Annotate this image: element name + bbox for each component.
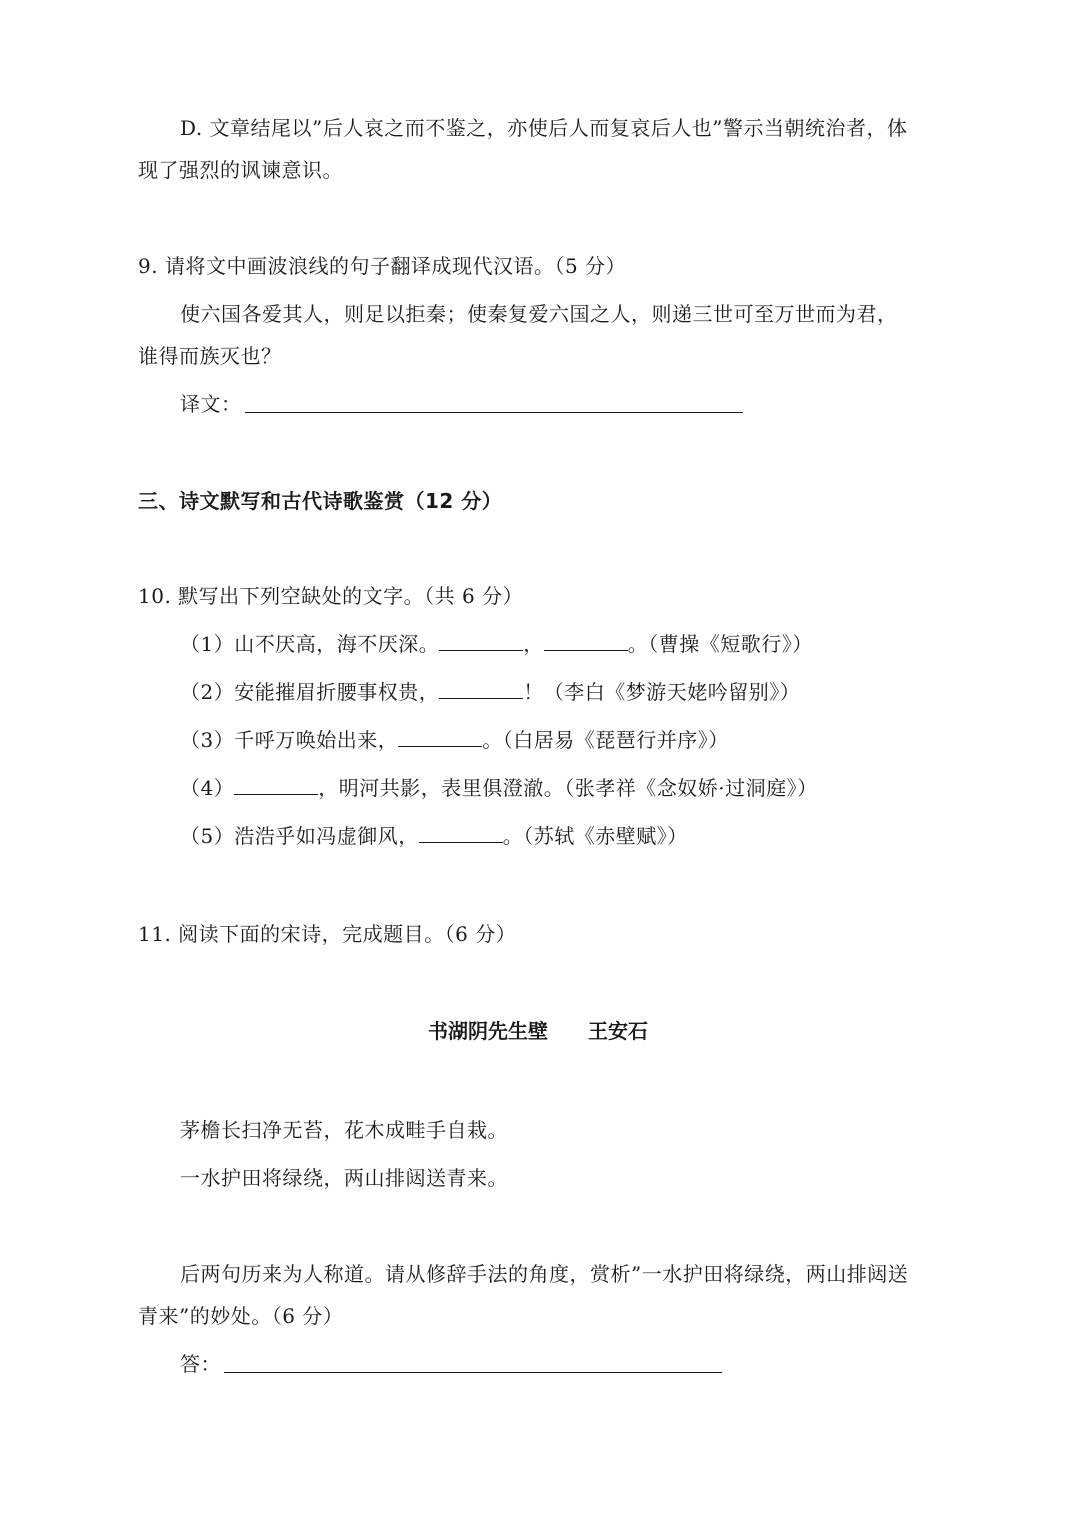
q10-item-3-num: （3）	[180, 728, 235, 752]
q9-quote-line2: 谁得而族灭也？	[138, 344, 282, 368]
q10-item-1-blank-b[interactable]	[544, 630, 628, 651]
q8-option-d-line2: 现了强烈的讽谏意识。	[138, 158, 343, 182]
poem-line-1: 茅檐长扫净无苔，花木成畦手自栽。	[180, 1118, 508, 1142]
q9-answer-label: 译文：	[180, 392, 242, 416]
q10-item-3-blank[interactable]	[398, 726, 482, 747]
q10-item-3-end: 。（白居易《琵琶行并序》）	[482, 728, 729, 752]
q10-item-3-text: 千呼万唤始出来，	[234, 728, 399, 752]
q10-item-4	[180, 774, 818, 802]
q10-item-5-blank[interactable]	[419, 822, 503, 843]
q8-option-d-line1: D. 文章结尾以”后人哀之而不鉴之，亦使后人而复哀后人也”警示当朝统治者，体	[180, 116, 908, 140]
q9-prompt: 9. 请将文中画波浪线的句子翻译成现代汉语。（5 分）	[138, 254, 627, 278]
q10-item-5-num: （5）	[180, 824, 235, 848]
q10-item-2-text: 安能摧眉折腰事权贵，	[234, 680, 440, 704]
q10-item-1-end: 。（曹操《短歌行》）	[627, 632, 813, 656]
q10-item-4-blank[interactable]	[234, 774, 318, 795]
q10-item-5	[180, 822, 688, 850]
q10-item-4-end: ，明河共影，表里俱澄澈。（张孝祥《念奴娇·过洞庭》）	[318, 776, 818, 800]
q11-question-line2: 青来”的妙处。（6 分）	[138, 1304, 344, 1328]
q10-item-1-text: 山不厌高，海不厌深。	[234, 632, 440, 656]
poem-author: 王安石	[588, 1019, 648, 1043]
q10-item-5-end: 。（苏轼《赤壁赋》）	[502, 824, 688, 848]
q10-prompt: 10. 默写出下列空缺处的文字。（共 6 分）	[138, 584, 524, 608]
q10-item-2-blank[interactable]	[439, 678, 523, 699]
q9-quote-line1: 使六国各爱其人，则足以拒秦；使秦复爱六国之人，则递三世可至万世而为君，	[180, 302, 898, 326]
q9-answer-line[interactable]	[245, 412, 743, 413]
poem-line-2: 一水护田将绿绕，两山排闼送青来。	[180, 1166, 508, 1190]
q10-item-5-text: 浩浩乎如冯虚御风，	[234, 824, 419, 848]
q10-item-1	[180, 630, 813, 658]
q11-answer-line[interactable]	[224, 1372, 722, 1373]
q11-answer-label: 答：	[180, 1352, 221, 1376]
section3-heading: 三、诗文默写和古代诗歌鉴赏（12 分）	[138, 489, 503, 513]
q10-item-3	[180, 726, 729, 754]
q10-item-2-end: ！（李白《梦游天姥吟留别》）	[523, 680, 801, 704]
poem-title: 书湖阴先生壁	[428, 1019, 548, 1043]
q10-item-1-sep: ，	[523, 632, 544, 656]
q10-item-1-num: （1）	[180, 632, 235, 656]
q10-item-2-num: （2）	[180, 680, 235, 704]
q10-item-4-num: （4）	[180, 776, 235, 800]
q11-question-line1: 后两句历来为人称道。请从修辞手法的角度，赏析”一水护田将绿绕，两山排闼送	[180, 1262, 909, 1286]
q11-prompt: 11. 阅读下面的宋诗，完成题目。（6 分）	[138, 922, 517, 946]
q10-item-2	[180, 678, 800, 706]
q10-item-1-blank-a[interactable]	[439, 630, 523, 651]
